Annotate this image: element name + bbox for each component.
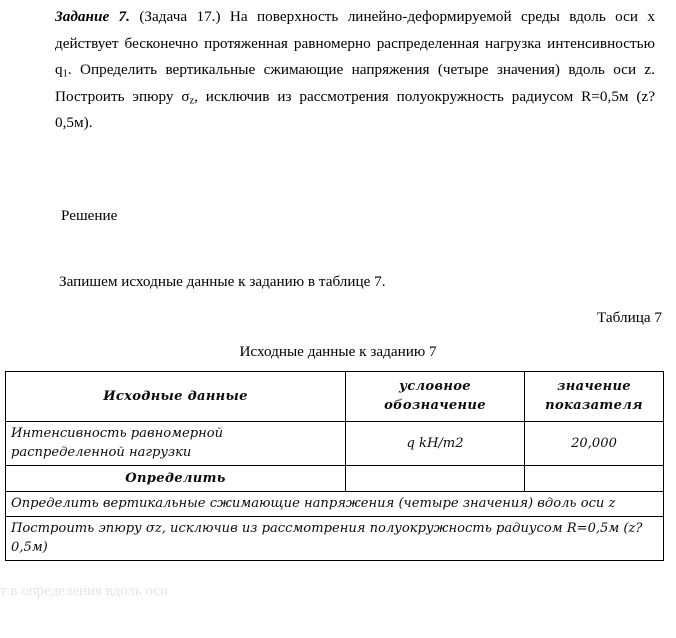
row-task-build-diagram: Построить эпюру σz, исключив из рассмотрения полуокружность радиусом R=0,5м (z?0,5м) xyxy=(6,517,664,561)
clipped-text-artifact-glyphs: т в определения вдоль оси xyxy=(0,583,169,599)
table-header-symbol-line1: условное xyxy=(399,379,471,394)
task-label: Задание 7. xyxy=(55,8,130,25)
row-symbol-load-intensity: q kH/m2 xyxy=(346,422,525,466)
table-header-symbol-line2: обозначение xyxy=(384,398,486,413)
statement-text-part-3: , исключив из рассмотрения полуокружность радиусом R=0,5м (z?0,5м). xyxy=(55,87,655,131)
clipped-text-artifact xyxy=(0,583,676,608)
row-section-value-empty xyxy=(525,466,664,492)
table-header-row xyxy=(6,372,664,422)
table-header-value-line1: значение xyxy=(557,379,631,394)
task-reference: (Задача 17.) xyxy=(139,8,221,25)
table-caption: Исходные данные к заданию 7 xyxy=(239,343,437,360)
table-header-value-line2: показателя xyxy=(545,398,643,413)
table-header-initial-data: Исходные данные xyxy=(6,372,346,422)
table-row xyxy=(6,517,664,561)
row-description-load-intensity: Интенсивность равномерной распределенной нагрузки xyxy=(6,422,346,466)
problem-statement xyxy=(55,4,655,137)
initial-data-table xyxy=(5,371,664,561)
table-row xyxy=(6,492,664,517)
load-intensity-subscript: 1 xyxy=(62,68,68,80)
sigma-z-subscript: z xyxy=(189,94,195,106)
initial-data-table-wrapper xyxy=(5,371,663,561)
statement-text-part-2: . Определить вертикальные сжимающие напряжения (четыре значения) вдоль оси z. Построить эпюру σ xyxy=(55,61,655,105)
row-section-symbol-empty xyxy=(346,466,525,492)
row-section-label-determine: Определить xyxy=(6,466,346,492)
table-header-symbol xyxy=(346,372,525,422)
row-task-determine-stresses: Определить вертикальные сжимающие напряжения (четыре значения) вдоль оси z xyxy=(6,492,664,517)
table-row xyxy=(6,422,664,466)
table-number-label: Таблица 7 xyxy=(597,309,662,326)
statement-text-part-1: На поверхность линейно-деформируемой среды вдоль оси x действует бесконечно протяженная равномерно распределенная нагрузка интенсивностью q xyxy=(55,8,655,78)
solution-heading: Решение xyxy=(61,207,118,224)
table-row xyxy=(6,466,664,492)
table-header-value xyxy=(525,372,664,422)
row-value-load-intensity: 20,000 xyxy=(525,422,664,466)
table-intro-line: Запишем исходные данные к заданию в таблице 7. xyxy=(59,273,386,290)
